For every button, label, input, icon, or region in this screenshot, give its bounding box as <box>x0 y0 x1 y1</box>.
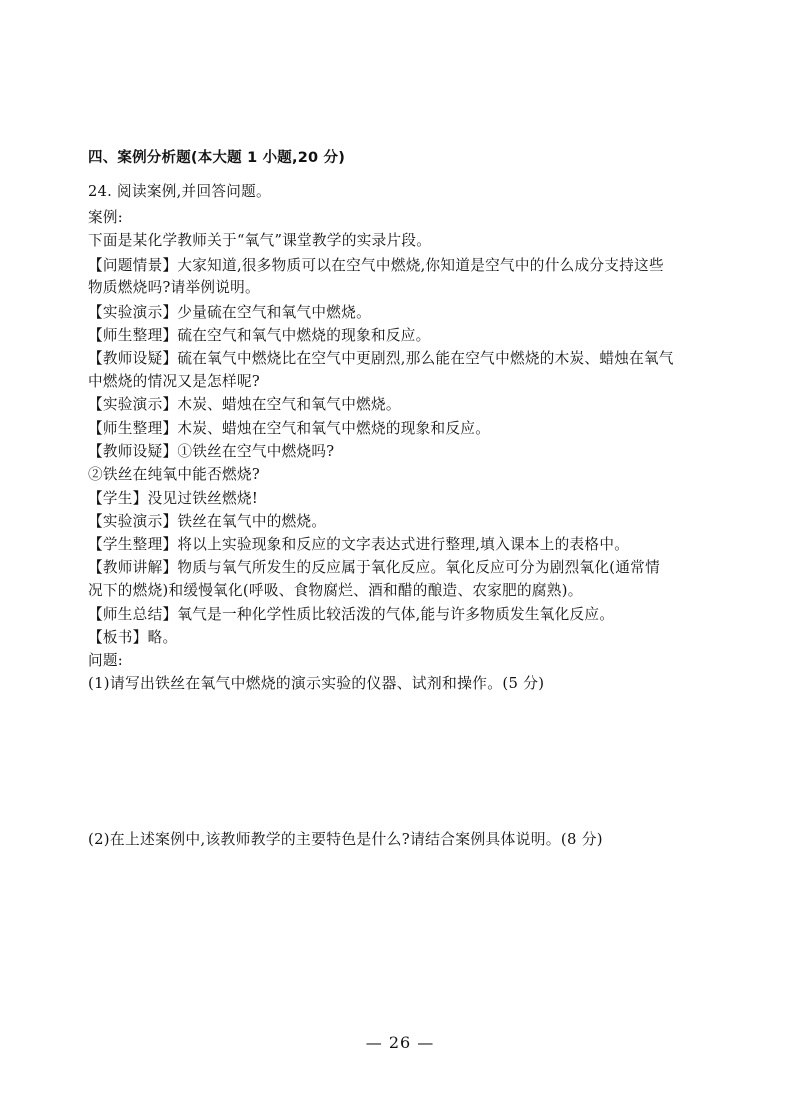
case-line: 下面是某化学教师关于“氧气”课堂教学的实录片段。 <box>88 232 432 249</box>
case-line: 【师生整理】木炭、蜡烛在空气和氧气中燃烧的现象和反应。 <box>88 420 491 437</box>
case-line: 【实验演示】木炭、蜡烛在空气和氧气中燃烧。 <box>88 396 401 413</box>
case-line: 【学生整理】将以上实验现象和反应的文字表达式进行整理,填入课本上的表格中。 <box>88 536 630 553</box>
case-line: 【教师讲解】物质与氧气所发生的反应属于氧化反应。氧化反应可分为剧烈氧化(通常情 <box>88 559 660 576</box>
case-line: ②铁丝在纯氧中能否燃烧? <box>88 466 260 483</box>
case-line: 中燃烧的情况又是怎样呢? <box>88 373 260 390</box>
case-line: 【实验演示】铁丝在氧气中的燃烧。 <box>88 513 327 530</box>
case-line: 【教师设疑】①铁丝在空气中燃烧吗? <box>88 443 335 460</box>
case-label: 案例: <box>88 209 124 226</box>
case-line: 【师生整理】硫在空气和氧气中燃烧的现象和反应。 <box>88 327 431 344</box>
case-line: 物质燃烧吗?请举例说明。 <box>88 279 260 296</box>
case-line: 【问题情景】大家知道,很多物质可以在空气中燃烧,你知道是空气中的什么成分支持这些 <box>88 257 664 274</box>
page-number: — 26 — <box>365 1033 435 1052</box>
section-heading: 四、案例分析题(本大题 1 小题,20 分) <box>88 150 346 166</box>
case-line: 【学生】没见过铁丝燃烧! <box>88 490 258 507</box>
question-intro: 24. 阅读案例,并回答问题。 <box>88 183 271 200</box>
case-line: 【实验演示】少量硫在空气和氧气中燃烧。 <box>88 304 371 321</box>
case-line: 况下的燃烧)和缓慢氧化(呼吸、食物腐烂、酒和醋的酿造、农家肥的腐熟)。 <box>88 582 583 599</box>
questions-label: 问题: <box>88 652 124 669</box>
question-1: (1)请写出铁丝在氧气中燃烧的演示实验的仪器、试剂和操作。(5 分) <box>88 675 545 692</box>
case-line: 【板书】略。 <box>88 629 178 646</box>
question-2: (2)在上述案例中,该教师教学的主要特色是什么?请结合案例具体说明。(8 分) <box>88 831 603 848</box>
case-line: 【教师设疑】硫在氧气中燃烧比在空气中更剧烈,那么能在空气中燃烧的木炭、蜡烛在氧气 <box>88 350 674 367</box>
case-line: 【师生总结】氧气是一种化学性质比较活泼的气体,能与许多物质发生氧化反应。 <box>88 606 615 623</box>
